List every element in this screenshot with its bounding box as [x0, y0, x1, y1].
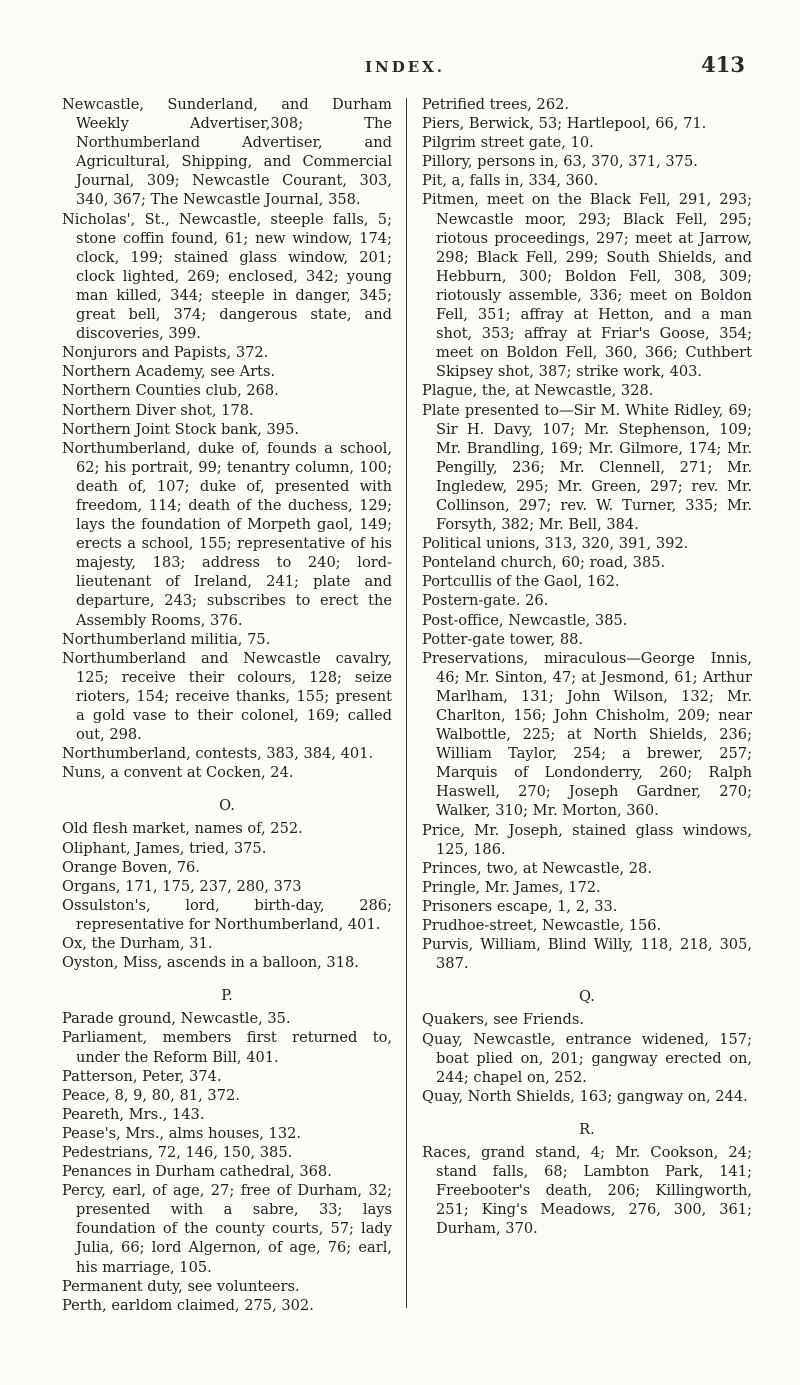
section-letter: P.	[221, 987, 233, 1005]
index-entry: Peareth, Mrs., 143.	[62, 1105, 205, 1123]
index-entry: Quakers, see Friends.	[422, 1011, 584, 1029]
index-entry: Purvis, William, Blind Willy, 118, 218, 305, 387.	[422, 936, 752, 973]
index-entry: Political unions, 313, 320, 391, 392.	[422, 535, 689, 553]
index-entry: Pit, a, falls in, 334, 360.	[422, 172, 599, 190]
index-entry: Northern Diver shot, 178.	[62, 401, 254, 419]
index-entry: Post-office, Newcastle, 385.	[422, 611, 628, 629]
index-entry: Organs, 171, 175, 237, 280, 373	[62, 877, 302, 895]
index-entry: Portcullis of the Gaol, 162.	[422, 573, 620, 591]
section-letter: O.	[219, 797, 235, 815]
index-entry: Old flesh market, names of, 252.	[62, 820, 303, 838]
index-entry: Nuns, a convent at Cocken, 24.	[62, 764, 294, 782]
index-entry: Quay, Newcastle, entrance widened, 157; boat plied on, 201; gangway erected on, 244; chapel on, 252.	[422, 1030, 752, 1086]
section-letter: R.	[579, 1120, 595, 1138]
index-entry: Pitmen, meet on the Black Fell, 291, 293; Newcastle moor, 293; Black Fell, 295; riotous proceedings, 297; meet at Jarrow, 298; Black Fell, 299; South Shields, and Hebburn, 300; Boldon Fell, 308, 309; riotously assemble, 336; meet on Boldon Fell, 351; affray at Hetton, and a man shot, 353; affray at Friar's Goose, 354; meet on Boldon Fell, 360, 366; Cuthbert Skipsey shot, 387; strike work, 403.	[422, 191, 752, 381]
right-column	[422, 95, 752, 1238]
index-entry: Piers, Berwick, 53; Hartlepool, 66, 71.	[422, 115, 707, 133]
index-entry: Races, grand stand, 4; Mr. Cookson, 24; stand falls, 68; Lambton Park, 141; Freebooter's death, 206; Killingworth, 251; King's Meadows, 276, 300, 361; Durham, 370.	[422, 1143, 752, 1238]
index-entry: Northern Academy, see Arts.	[62, 363, 276, 381]
index-entry: Parade ground, Newcastle, 35.	[62, 1010, 291, 1028]
index-entry: Ox, the Durham, 31.	[62, 935, 213, 953]
section-letter: Q.	[579, 988, 595, 1006]
index-entry: Nicholas', St., Newcastle, steeple falls, 5; stone coffin found, 61; new window, 174; clock, 199; stained glass window, 201; clock lighted, 269; enclosed, 342; young man killed, 344; steeple in danger, 345; great bell, 374; dangerous state, and discoveries, 399.	[62, 210, 392, 343]
page-title: INDEX.	[365, 58, 446, 76]
index-entry: Oyston, Miss, ascends in a balloon, 318.	[62, 954, 359, 972]
index-entry: Patterson, Peter, 374.	[62, 1067, 222, 1085]
index-entry: Parliament, members first returned to, under the Reform Bill, 401.	[62, 1029, 392, 1066]
index-entry: Prisoners escape, 1, 2, 33.	[422, 897, 618, 915]
index-entry: Petrified trees, 262.	[422, 96, 570, 113]
index-entry: Oliphant, James, tried, 375.	[62, 839, 267, 857]
index-entry: Penances in Durham cathedral, 368.	[62, 1163, 332, 1181]
index-entry: Preservations, miraculous—George Innis, 46; Mr. Sinton, 47; at Jesmond, 61; Arthur Marlham, 131; John Wilson, 132; Mr. Charlton, 156; John Chisholm, 209; near Walbottle, 225; at North Shields, 236; William Taylor, 254; a brewer, 257; Marquis of Londonderry, 260; Ralph Haswell, 270; Joseph Gardner, 270; Walker, 310; Mr. Morton, 360.	[422, 649, 752, 820]
index-entry: Northern Counties club, 268.	[62, 382, 279, 400]
index-entry: Northumberland militia, 75.	[62, 630, 271, 648]
index-entry: Permanent duty, see volunteers.	[62, 1277, 300, 1295]
index-entry: Postern-gate. 26.	[422, 592, 549, 610]
index-entry: Orange Boven, 76.	[62, 858, 200, 876]
index-entry: Percy, earl, of age, 27; free of Durham, 32; presented with a sabre, 33; lays foundation of the county courts, 57; lady Julia, 66; lord Algernon, of age, 76; earl, his marriage, 105.	[62, 1182, 392, 1276]
index-entry: Newcastle, Sunderland, and Durham Weekly Advertiser,308; The Northumberland Advertiser, and Agricultural, Shipping, and Commercial Journal, 309; Newcastle Courant, 303, 340, 367; The Newcastle Journal, 358.	[62, 96, 392, 209]
page-number: 413	[701, 52, 745, 77]
index-entry: Price, Mr. Joseph, stained glass windows, 125, 186.	[422, 821, 752, 858]
left-column	[62, 95, 392, 1315]
index-entry: Pringle, Mr. James, 172.	[422, 878, 601, 896]
index-entry: Pedestrians, 72, 146, 150, 385.	[62, 1143, 293, 1161]
index-entry: Northumberland, duke of, founds a school, 62; his portrait, 99; tenantry column, 100; death of, 107; duke of, presented with freedom, 114; death of the duchess, 129; lays the foundation of Morpeth gaol, 149; erects a school, 155; representative of his majesty, 183; address to 240; lord-lieutenant of Ireland, 241; plate and departure, 243; subscribes to erect the Assembly Rooms, 376.	[62, 439, 392, 629]
index-entry: Peace, 8, 9, 80, 81, 372.	[62, 1086, 240, 1104]
running-head	[0, 50, 800, 80]
index-entry: Plague, the, at Newcastle, 328.	[422, 382, 654, 400]
index-entry: Northern Joint Stock bank, 395.	[62, 420, 300, 438]
index-entry: Quay, North Shields, 163; gangway on, 244.	[422, 1087, 748, 1105]
index-entry: Pilgrim street gate, 10.	[422, 134, 594, 152]
index-entry: Princes, two, at Newcastle, 28.	[422, 859, 652, 877]
column-divider	[406, 98, 407, 1308]
index-entry: Perth, earldom claimed, 275, 302.	[62, 1296, 314, 1314]
index-entry: Northumberland, contests, 383, 384, 401.	[62, 745, 374, 763]
index-entry: Northumberland and Newcastle cavalry, 125; receive their colours, 128; seize rioters, 154; receive thanks, 155; present a gold vase to their colonel, 169; called out, 298.	[62, 649, 392, 744]
index-entry: Plate presented to—Sir M. White Ridley, 69; Sir H. Davy, 107; Mr. Stephenson, 109; Mr. Brandling, 169; Mr. Gilmore, 174; Mr. Pengilly, 236; Mr. Clennell, 271; Mr. Ingledew, 295; Mr. Green, 297; rev. Mr. Collinson, 297; rev. W. Turner, 335; Mr. Forsyth, 382; Mr. Bell, 384.	[422, 401, 752, 534]
index-entry: Pease's, Mrs., alms houses, 132.	[62, 1124, 302, 1142]
index-entry: Ponteland church, 60; road, 385.	[422, 554, 666, 572]
index-entry: Ossulston's, lord, birth-day, 286; representative for Northumberland, 401.	[62, 896, 392, 933]
index-entry: Prudhoe-street, Newcastle, 156.	[422, 917, 662, 935]
index-entry: Potter-gate tower, 88.	[422, 630, 584, 648]
index-entry: Pillory, persons in, 63, 370, 371, 375.	[422, 153, 698, 171]
index-entry: Nonjurors and Papists, 372.	[62, 344, 269, 362]
